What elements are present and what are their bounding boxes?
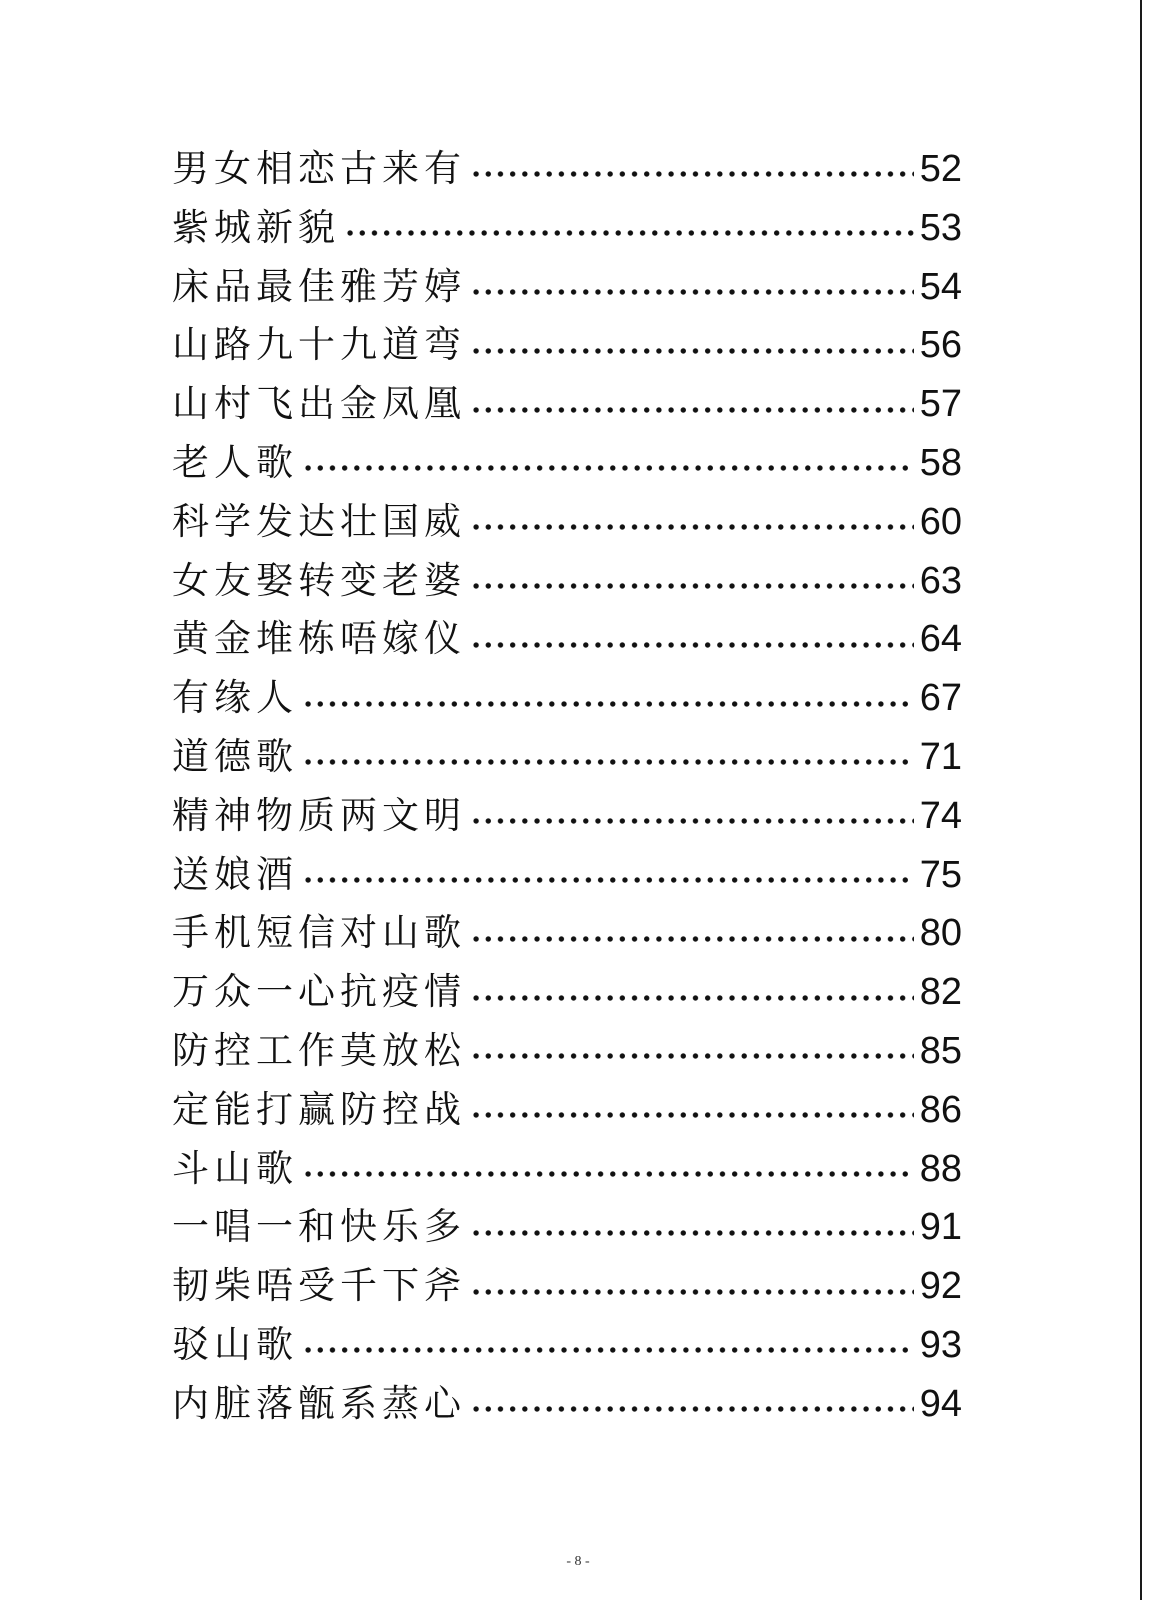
- toc-entry-page: 74: [919, 794, 962, 837]
- toc-leader-dots: [302, 701, 914, 707]
- toc-entry-title: 山路九十九道弯: [172, 323, 466, 367]
- toc-entry-title: 定能打赢防控战: [172, 1087, 466, 1131]
- toc-leader-dots: [470, 1230, 914, 1236]
- toc-leader-dots: [470, 407, 914, 413]
- toc-entry-page: 94: [919, 1382, 962, 1425]
- toc-entry[interactable]: [172, 1022, 962, 1081]
- toc-leader-dots: [470, 524, 914, 530]
- toc-entry-title: 防控工作莫放松: [172, 1028, 466, 1072]
- toc-entry[interactable]: [172, 963, 962, 1022]
- toc-entry[interactable]: [172, 199, 962, 258]
- toc-leader-dots: [470, 818, 914, 824]
- toc-entry-page: 85: [919, 1029, 962, 1072]
- toc-entry[interactable]: [172, 610, 962, 669]
- toc-entry-title: 韧柴唔受千下斧: [172, 1264, 466, 1308]
- toc-entry-title: 手机短信对山歌: [172, 911, 466, 955]
- toc-entry-page: 60: [919, 500, 962, 543]
- toc-entry-page: 64: [919, 618, 962, 661]
- toc-leader-dots: [470, 583, 914, 589]
- toc-entry-page: 58: [919, 441, 962, 484]
- toc-leader-dots: [470, 995, 914, 1001]
- toc-entry-title: 道德歌: [172, 734, 298, 778]
- toc-entry-title: 老人歌: [172, 440, 298, 484]
- toc-entry-page: 67: [919, 677, 962, 720]
- toc-leader-dots: [302, 1171, 914, 1177]
- toc-entry-page: 52: [919, 148, 962, 190]
- toc-entry[interactable]: [172, 493, 962, 552]
- toc-entry-title: 送娘酒: [172, 852, 298, 896]
- toc-entry-title: 黄金堆栋唔嫁仪: [172, 617, 466, 661]
- toc-leader-dots: [470, 289, 914, 295]
- toc-entry-title: 山村飞出金凤凰: [172, 382, 466, 426]
- toc-entry-title: 紫城新貌: [172, 205, 340, 249]
- toc-entry-title: 科学发达壮国威: [172, 499, 466, 543]
- toc-entry-title: 驳山歌: [172, 1322, 298, 1366]
- toc-entry-page: 54: [919, 265, 962, 308]
- toc-entry-title: 床品最佳雅芳婷: [172, 264, 466, 308]
- toc-entry-title: 斗山歌: [172, 1146, 298, 1190]
- toc-entry-page: 82: [919, 971, 962, 1014]
- toc-entry[interactable]: [172, 787, 962, 846]
- toc-entry-page: 91: [919, 1206, 962, 1249]
- toc-entry-page: 53: [919, 206, 962, 249]
- toc-entry[interactable]: [172, 728, 962, 787]
- toc-entry[interactable]: [172, 1081, 962, 1140]
- toc-entry-page: 57: [919, 383, 962, 426]
- toc-entry[interactable]: [172, 434, 962, 493]
- toc-entry[interactable]: [172, 316, 962, 375]
- toc-leader-dots: [302, 465, 914, 471]
- toc-entry-title: 女友娶转变老婆: [172, 558, 466, 602]
- toc-entry-title: 万众一心抗疫情: [172, 970, 466, 1014]
- toc-leader-dots: [470, 1112, 914, 1118]
- toc-entry-title: 内脏落甑系蒸心: [172, 1381, 466, 1425]
- toc-entry[interactable]: [172, 552, 962, 611]
- toc-entry-page: 80: [919, 912, 962, 955]
- toc-leader-dots: [302, 1347, 914, 1353]
- toc-entry-title: 一唱一和快乐多: [172, 1205, 466, 1249]
- toc-leader-dots: [470, 936, 914, 942]
- toc-leader-dots: [344, 230, 914, 236]
- toc-entry-page: 88: [919, 1147, 962, 1190]
- page-number: - 8 -: [566, 1554, 590, 1569]
- toc-leader-dots: [470, 1406, 914, 1412]
- toc-entry-page: 92: [919, 1265, 962, 1308]
- toc-entry-title: 精神物质两文明: [172, 793, 466, 837]
- toc-entry[interactable]: [172, 846, 962, 905]
- toc-entry-title: 男女相恋古来有: [172, 147, 466, 190]
- toc-entry[interactable]: [172, 258, 962, 317]
- toc-leader-dots: [470, 171, 914, 177]
- toc-leader-dots: [302, 759, 914, 765]
- table-of-contents: [172, 140, 962, 1434]
- toc-leader-dots: [470, 642, 914, 648]
- toc-entry[interactable]: [172, 669, 962, 728]
- toc-entry-page: 63: [919, 559, 962, 602]
- toc-entry[interactable]: [172, 904, 962, 963]
- toc-entry-page: 86: [919, 1088, 962, 1131]
- toc-entry-page: 56: [919, 324, 962, 367]
- toc-leader-dots: [470, 1289, 914, 1295]
- toc-leader-dots: [470, 1053, 914, 1059]
- toc-entry[interactable]: [172, 1140, 962, 1199]
- toc-entry-title: 有缘人: [172, 676, 298, 720]
- toc-entry-page: 71: [919, 735, 962, 778]
- toc-entry[interactable]: [172, 375, 962, 434]
- toc-entry[interactable]: [172, 1316, 962, 1375]
- toc-leader-dots: [470, 348, 914, 354]
- toc-entry[interactable]: [172, 140, 962, 199]
- toc-entry[interactable]: [172, 1375, 962, 1434]
- toc-entry[interactable]: [172, 1257, 962, 1316]
- toc-entry[interactable]: [172, 1198, 962, 1257]
- toc-entry-page: 93: [919, 1323, 962, 1366]
- toc-entry-page: 75: [919, 853, 962, 896]
- toc-leader-dots: [302, 877, 914, 883]
- scan-border-line: [1140, 0, 1142, 1600]
